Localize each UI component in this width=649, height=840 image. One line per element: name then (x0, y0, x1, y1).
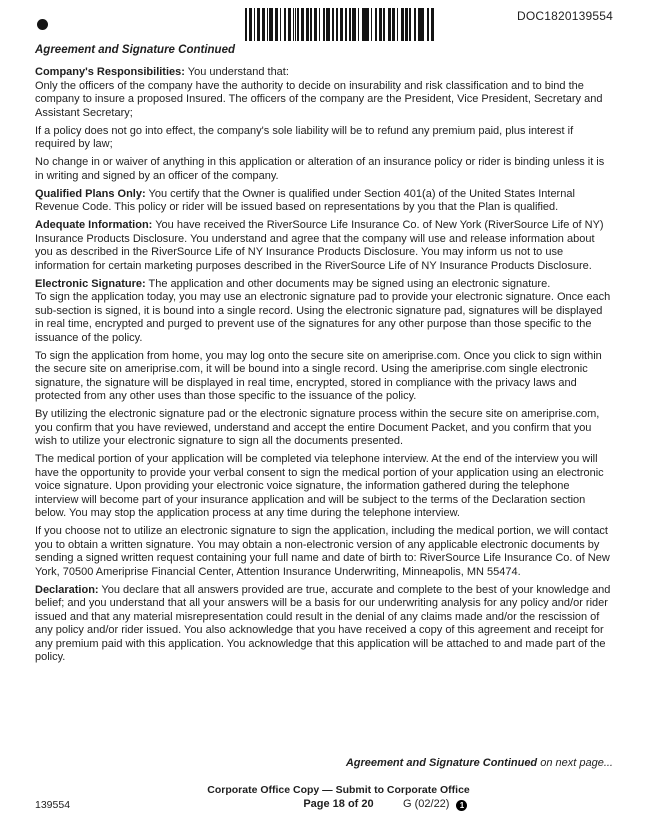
continued-note-rest: on next page... (537, 757, 613, 769)
paragraph-officers-authority (35, 80, 614, 121)
paragraph-utilizing-signature-pad (35, 408, 614, 449)
page-title: Agreement and Signature Continued (35, 44, 235, 56)
paragraph-text: The medical portion of your application will be completed via telephone interview. At the end of the interview you will have the opportunity to provide your verbal consent to sign the medical portion of your application using an electronic voice signature. Upon providing your electronic voice signature, the information gathered during the telephone interview will become part of your insurance application and will be subject to the terms of the Declaration section below. You may stop the application process at any time during the telephone interview. (35, 453, 604, 519)
bullet-marker-icon (37, 19, 48, 30)
paragraph-sign-from-home (35, 350, 614, 404)
paragraph-text: Only the officers of the company have the authority to decide on insurability and risk classification and to bind the company to insure a proposed Insured. The officers of the company are the President, Vice President, Secretary and Assistant Secretary; (35, 79, 603, 119)
paragraph-written-signature (35, 525, 614, 579)
barcode (245, 8, 435, 41)
paragraph-no-change-waiver (35, 156, 614, 183)
form-number: 139554 (35, 799, 71, 811)
paragraph-companys-responsibilities (35, 66, 614, 80)
paragraph-text: No change in or waiver of anything in this application or alteration of an insurance policy or rider is binding unless it is in writing and signed by an officer of the company. (35, 156, 605, 182)
paragraph-text: To sign the application from home, you may log onto the secure site on ameriprise.com. Once you click to sign within the secure site on ameriprise.com, it will be bound into a single record. Using the ameriprise.com single electronic signature, the signature will be displayed in real time, encrypted, stored in compliance with the privacy laws and protected from any other uses than those specific to the issuance of the policy. (35, 349, 602, 402)
corporate-office-copy-line: Corporate Office Copy — Submit to Corporate Office (207, 784, 470, 796)
paragraph-text: If a policy does not go into effect, the company's sole liability will be to refund any premium paid, plus interest if required by law; (35, 124, 574, 150)
paragraph-text: You have received the RiverSource Life Insurance Co. of New York (RiverSource Life of NY) Insurance Products Disclosure. You understand and agree that the company will use and release information about you as described in the RiverSource Life of NY Insurance Products Disclosure. You may inform us not to use information for certain marketing purposes described in the RiverSource Life of NY Insurance Products Disclosure. (35, 219, 604, 272)
paragraph-policy-not-in-effect (35, 125, 614, 152)
paragraph-text: The application and other documents may be signed using an electronic signature. (145, 277, 551, 290)
paragraph-text: By utilizing the electronic signature pad or the electronic signature process within the secure site on ameriprise.com, you confirm that you have reviewed, understand and accept the entire Document Packet, and you confirm that you wish to utilize your electronic signature to sign all the documents presented. (35, 408, 600, 447)
document-body (35, 66, 614, 665)
edition-code (403, 798, 467, 811)
paragraph-text: You declare that all answers provided are true, accurate and complete to the best of your knowledge and belief; and you understand that all your answers will be a basis for our underwriting analysis for any policy and/or rider issued and that any material misrepresentation could result in the denial of any claims made and/or the rescission of any policy and/or rider issued. You also acknowledge that you have received a copy of this agreement and receipt for any premium paid with this application. You acknowledge that this application will be attached to and made part of the policy. (35, 583, 611, 663)
edition-code-text: G (02/22) (403, 798, 450, 810)
paragraph-qualified-plans (35, 188, 614, 215)
paragraph-label: Declaration: (35, 583, 99, 596)
paragraph-text: You understand that: (184, 66, 289, 78)
paragraph-label: Company's Responsibilities: (35, 66, 185, 78)
page-number: Page 18 of 20 (303, 798, 374, 810)
circled-one-icon: 1 (456, 800, 467, 811)
paragraph-text: To sign the application today, you may use an electronic signature pad to provide your electronic signature. Once each sub-section is signed, it is bound into a single record. Using the electronic signature pad, signatures will be displayed in real time, encrypted and purged to prevent use of the signatures for any other purpose than those specific to the issuance of the policy. (35, 291, 611, 344)
paragraph-text: You certify that the Owner is qualified under Section 401(a) of the United States Internal Revenue Code. This policy or rider will be issued based on representations by you that the Plan is qualified. (35, 187, 575, 213)
paragraph-declaration (35, 584, 614, 665)
continued-on-next-page-note (346, 757, 613, 769)
paragraph-label: Adequate Information: (35, 219, 153, 231)
paragraph-medical-portion (35, 453, 614, 521)
paragraph-label: Qualified Plans Only: (35, 187, 146, 200)
paragraph-electronic-signature (35, 278, 614, 292)
paragraph-label: Electronic Signature: (35, 277, 146, 290)
paragraph-adequate-information (35, 219, 614, 273)
doc-number: DOC1820139554 (516, 9, 613, 23)
paragraph-text: If you choose not to utilize an electronic signature to sign the application, including the medical portion, we will contact you to obtain a written signature. You may obtain a non-electronic version of any applicable electronic documents by sending a signed written request containing your full name and date of birth to: RiverSource Life Insurance Co. of New York, 70500 Ameriprise Financial Center, Attention Insurance Underwriting, Minneapolis, MN 55474. (35, 525, 610, 578)
continued-note-title: Agreement and Signature Continued (345, 757, 538, 769)
paragraph-sign-today (35, 291, 614, 345)
